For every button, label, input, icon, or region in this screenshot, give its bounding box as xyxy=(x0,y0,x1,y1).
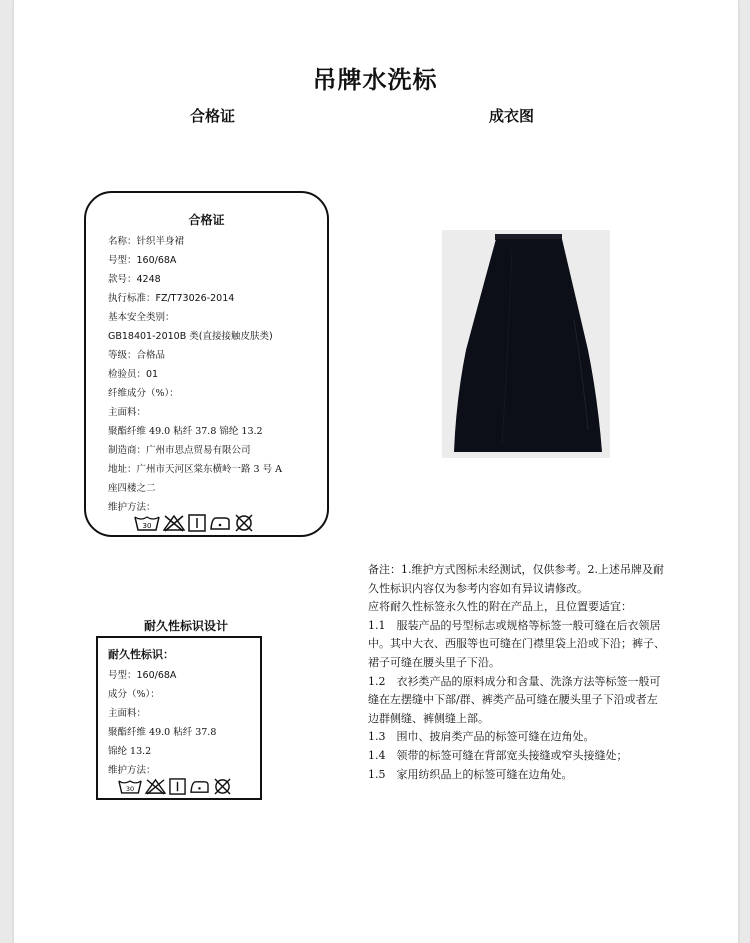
durable-section-title: 耐久性标识设计 xyxy=(144,619,229,633)
durable-size-line: 号型：160/68A xyxy=(108,670,177,681)
certificate-heading: 合格证 xyxy=(188,213,225,227)
no-dryclean-icon xyxy=(234,514,254,532)
no-bleach-icon xyxy=(163,514,185,532)
cert-standard-line: 执行标准：FZ/T73026-2014 xyxy=(108,293,235,304)
notes-block xyxy=(368,561,668,784)
note-item-1-1: 1.1 服装产品的号型标志或规格等标签一般可缝在后衣领居中。其中大衣、西服等也可缝在门襟里袋上沿或下沿；裤子、裙子可缝在腰头里子下沿。 xyxy=(368,618,665,669)
note-intro: 应将耐久性标签永久性的附在产品上，且位置要适宜： xyxy=(368,600,632,614)
note-item-1-5: 1.5 家用纺织品上的标签可缝在边角处。 xyxy=(368,767,573,781)
section-title-certificate: 合格证 xyxy=(190,107,236,125)
garment-photo xyxy=(442,230,610,458)
note-item-1-3: 1.3 围巾、披肩类产品的标签可缝在边角处。 xyxy=(368,730,595,744)
note-remark: 备注：1.维护方式图标未经测试，仅供参考。2.上述吊牌及耐久性标识内容仅为参考内容如有异议请修改。 xyxy=(368,563,664,595)
cert-safety-class-line: GB18401-2010B 类(直接接触皮肤类) xyxy=(108,331,273,342)
note-item-1-4: 1.4 领带的标签可缝在背部宽头接缝或窄头接缝处； xyxy=(368,748,628,762)
section-title-garment-photo: 成衣图 xyxy=(489,107,535,125)
durable-main-fabric-line: 主面料： xyxy=(108,708,147,719)
iron-low-icon xyxy=(209,514,231,532)
cert-size-line: 号型：160/68A xyxy=(108,255,177,266)
durable-nylon-line: 锦纶 13.2 xyxy=(108,746,152,757)
cert-composition-line: 聚酯纤维 49.0 粘纤 37.8 锦纶 13.2 xyxy=(108,426,263,437)
wash-30-icon xyxy=(118,778,142,795)
iron-low-icon xyxy=(189,778,210,795)
cert-grade-line: 等级：合格品 xyxy=(108,350,166,361)
no-dryclean-icon xyxy=(213,778,232,795)
tumble-dry-icon xyxy=(169,778,186,795)
cert-care-icons xyxy=(134,514,254,532)
cert-main-fabric-line: 主面料： xyxy=(108,407,147,418)
note-item-1-2: 1.2 衣衫类产品的原料成分和含量、洗涤方法等标签一般可缝在左摆缝中下部/群、裤类产品可缝在腰头里子下沿或者左边群侧缝、裤侧缝上部。 xyxy=(368,674,661,725)
cert-style-line: 款号：4248 xyxy=(108,274,161,285)
wash-30-icon xyxy=(134,514,160,532)
cert-maker-line: 制造商：广州市思点贸易有限公司 xyxy=(108,445,251,456)
page-title: 吊牌水洗标 xyxy=(312,66,438,94)
cert-address-line: 地址：广州市天河区棠东横岭一路 3 号 A xyxy=(108,464,282,475)
wash-temp: 30 xyxy=(142,522,152,530)
durable-composition-line: 聚酯纤维 49.0 粘纤 37.8 xyxy=(108,727,217,738)
cert-safety-line: 基本安全类别： xyxy=(108,312,175,323)
wash-temp: 30 xyxy=(125,785,135,794)
cert-name-line: 名称：针织半身裙 xyxy=(108,236,185,247)
certificate-card xyxy=(84,191,329,537)
durable-care-icons xyxy=(118,778,232,795)
durable-care-label: 维护方法： xyxy=(108,765,156,776)
durable-label-box xyxy=(96,636,262,800)
skirt-image xyxy=(442,230,610,458)
cert-inspector-line: 检验员：01 xyxy=(108,369,159,380)
no-bleach-icon xyxy=(145,778,166,795)
durable-heading: 耐久性标识： xyxy=(108,648,174,661)
cert-care-label: 维护方法： xyxy=(108,502,156,513)
durable-composition-heading: 成分（%）： xyxy=(108,689,160,700)
cert-fiber-line: 纤维成分（%）： xyxy=(108,388,179,399)
cert-address-line-2: 座四楼之二 xyxy=(108,483,156,494)
tumble-dry-icon xyxy=(188,514,206,532)
